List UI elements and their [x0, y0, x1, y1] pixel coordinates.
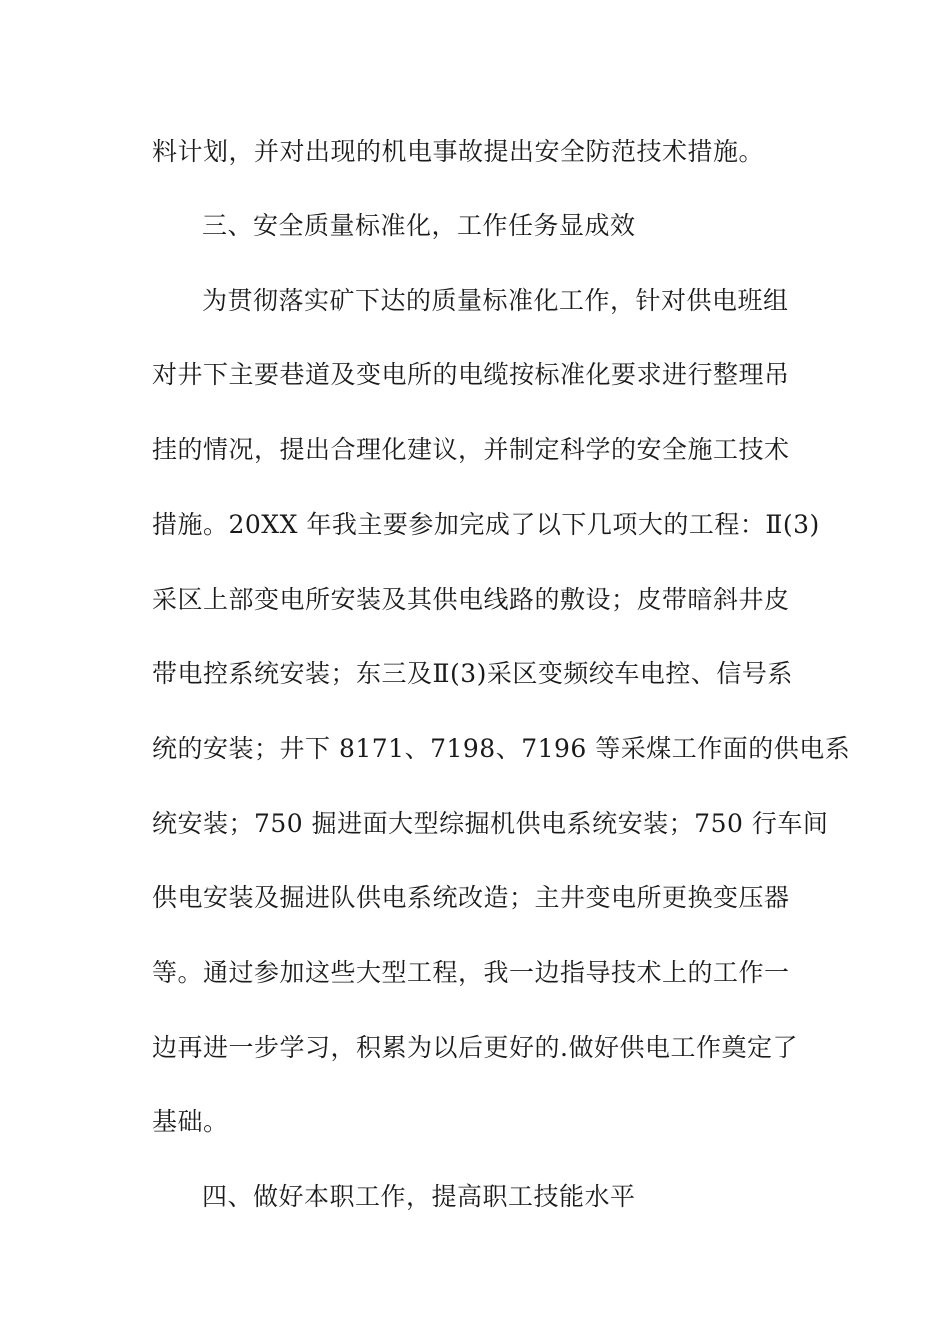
body-text-line: 采区上部变电所安装及其供电线路的敷设；皮带暗斜井皮 — [152, 585, 790, 614]
body-text-line: 边再进一步学习，积累为以后更好的.做好供电工作奠定了 — [152, 1033, 798, 1062]
body-text-line: 统的安装；井下 8171、7198、7196 等采煤工作面的供电系 — [152, 734, 851, 763]
body-text-line: 基础。 — [152, 1107, 229, 1136]
body-text-line: 料计划，并对出现的机电事故提出安全防范技术措施。 — [152, 137, 765, 166]
body-text-line: 等。通过参加这些大型工程，我一边指导技术上的工作一 — [152, 958, 790, 987]
body-text-line: 挂的情况，提出合理化建议，并制定科学的安全施工技术 — [152, 435, 790, 464]
body-text-line: 统安装；750 掘进面大型综掘机供电系统安装；750 行车间 — [152, 809, 829, 838]
body-text-line: 带电控系统安装；东三及Ⅱ(3)采区变频绞车电控、信号系 — [152, 659, 793, 688]
section-heading: 四、做好本职工作，提高职工技能水平 — [202, 1182, 636, 1211]
body-text-line: 措施。20XX 年我主要参加完成了以下几项大的工程：Ⅱ(3) — [152, 510, 820, 539]
body-text-line: 对井下主要巷道及变电所的电缆按标准化要求进行整理吊 — [152, 360, 790, 389]
section-heading: 三、安全质量标准化，工作任务显成效 — [202, 211, 636, 240]
body-text-line: 供电安装及掘进队供电系统改造；主井变电所更换变压器 — [152, 883, 790, 912]
body-text-line: 为贯彻落实矿下达的质量标准化工作，针对供电班组 — [202, 286, 789, 315]
